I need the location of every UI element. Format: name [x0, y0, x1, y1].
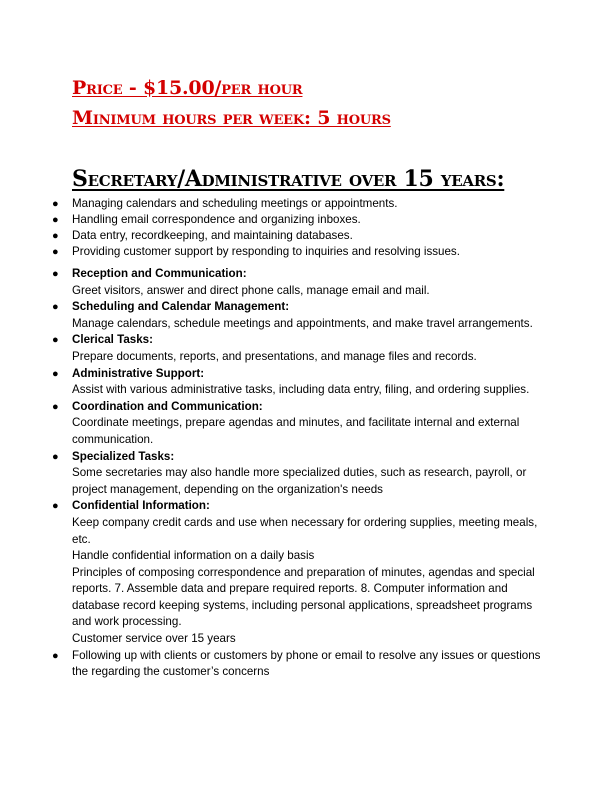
- follow-up-item: [0, 648, 552, 681]
- duty-item-confidential: [0, 498, 552, 647]
- duty-item-scheduling: [0, 299, 552, 332]
- duty-description: Handle confidential information on a daily basis: [72, 549, 315, 563]
- minimum-hours-heading: Minimum hours per week: 5 hours: [72, 107, 391, 129]
- bullet-icon: ●: [52, 198, 59, 210]
- list-item-text: Following up with clients or customers by phone or email to resolve any issues or questions the regarding the customer’s concerns: [72, 648, 541, 679]
- duty-title: Specialized Tasks:: [72, 449, 175, 463]
- task-list: [0, 196, 552, 260]
- list-item: [0, 244, 552, 260]
- list-item: [0, 228, 552, 244]
- section-title: Secretary/Administrative over 15 years:: [72, 166, 505, 192]
- duty-description: Customer service over 15 years: [72, 632, 236, 646]
- duty-description: Assist with various administrative tasks, including data entry, filing, and ordering supplies.: [72, 383, 530, 397]
- duty-description: Keep company credit cards and use when necessary for ordering supplies, meeting meals, etc.: [72, 515, 538, 546]
- list-item: [0, 196, 552, 212]
- bullet-icon: ●: [52, 500, 59, 513]
- duty-title: Confidential Information:: [72, 499, 210, 513]
- duty-item-clerical: [0, 332, 552, 365]
- list-item-text: Managing calendars and scheduling meetings or appointments.: [72, 197, 398, 210]
- bullet-icon: ●: [52, 649, 59, 662]
- duty-item-coordination: [0, 399, 552, 449]
- duty-description: Principles of composing correspondence and preparation of minutes, agendas and special reports. 7. Assemble data and prepare required reports. 8. Computer information and database record keeping systems, including personal applications, spreadsheet programs and work processing.: [72, 565, 535, 629]
- duty-title: Coordination and Communication:: [72, 399, 263, 413]
- bullet-icon: ●: [52, 230, 59, 242]
- duty-description: Coordinate meetings, prepare agendas and minutes, and facilitate internal and external communication.: [72, 416, 520, 446]
- price-heading: Price - $15.00/per hour: [72, 77, 303, 99]
- duty-title: Clerical Tasks:: [72, 333, 153, 347]
- list-item-text: Handling email correspondence and organizing inboxes.: [72, 213, 361, 226]
- bullet-icon: ●: [52, 334, 59, 347]
- duty-description: Manage calendars, schedule meetings and appointments, and make travel arrangements.: [72, 316, 533, 330]
- duty-description: Greet visitors, answer and direct phone calls, manage email and mail.: [72, 283, 430, 297]
- bullet-icon: ●: [52, 450, 59, 463]
- list-item-text: Providing customer support by responding to inquiries and resolving issues.: [72, 245, 460, 258]
- duty-item-specialized: [0, 449, 552, 499]
- duty-item-administrative: [0, 366, 552, 399]
- duty-item-reception: [0, 266, 552, 299]
- bullet-icon: ●: [52, 301, 59, 314]
- bullet-icon: ●: [52, 400, 59, 413]
- duty-title: Reception and Communication:: [72, 267, 247, 280]
- duty-title: Scheduling and Calendar Management:: [72, 300, 290, 314]
- list-item: [0, 212, 552, 228]
- list-item-text: Data entry, recordkeeping, and maintaining databases.: [72, 229, 353, 242]
- duty-description: Some secretaries may also handle more specialized duties, such as research, payroll, or project management, depending on the organization's needs: [72, 466, 527, 496]
- bullet-icon: ●: [52, 268, 59, 280]
- duty-title: Administrative Support:: [72, 366, 205, 380]
- bullet-icon: ●: [52, 214, 59, 226]
- bullet-icon: ●: [52, 246, 59, 258]
- duties-list: [0, 266, 552, 681]
- duty-description: Prepare documents, reports, and presentations, and manage files and records.: [72, 349, 477, 363]
- bullet-icon: ●: [52, 367, 59, 380]
